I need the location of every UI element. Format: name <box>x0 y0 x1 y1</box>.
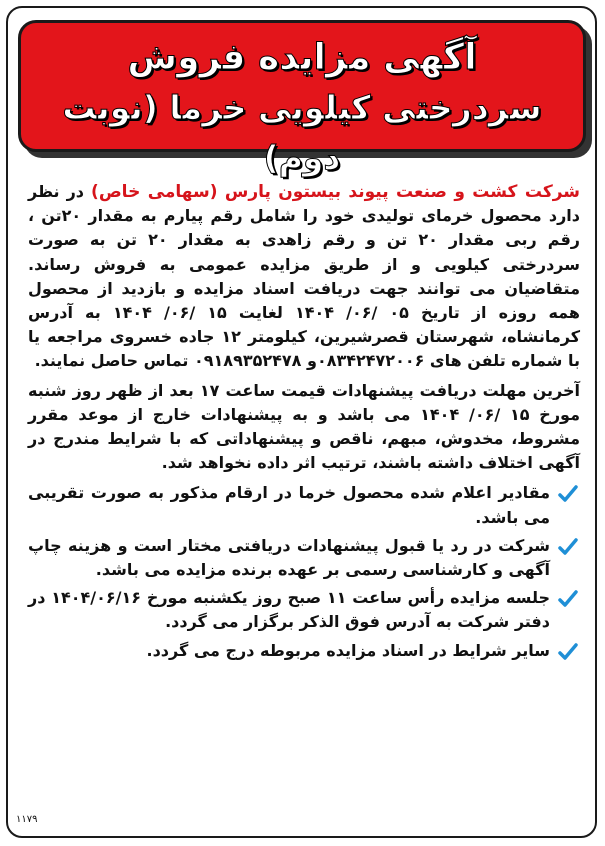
headline-title: آگهی مزایده فروش <box>127 37 477 78</box>
list-item-text: مقادیر اعلام شده محصول خرما در ارقام مذکور به صورت تقریبی می باشد. <box>28 483 550 527</box>
list-item <box>28 639 580 663</box>
ad-body <box>28 180 580 667</box>
list-item-text: شرکت در رد یا قبول پیشنهادات دریافتی مختار است و هزینه چاپ آگهی و کارشناسی رسمی بر عهده برنده مزایده می باشد. <box>28 535 550 580</box>
list-item-text: جلسه مزایده رأس ساعت ۱۱ صبح روز یکشنبه مورخ ۱۴۰۴/۰۶/۱۶ در دفتر شرکت به آدرس فوق الذکر برگزار می گردد. <box>28 588 551 632</box>
checkmark-icon <box>558 590 578 608</box>
checkmark-icon <box>558 643 578 661</box>
intro-text: در نظر دارد محصول خرمای تولیدی خود را شامل رقم پیارم به مقدار ۲۰تن ، رقم ربی مقدار ۲۰ تن و رقم زاهدی به مقدار ۲۰ تن به صورت سردرختی کیلویی و از طریق مزایده عمومی به فروش رساند. متقاضیان می توانند جهت دریافت اسناد مزایده و بازدید از محصول همه روزه از تاریخ ۰۵ /۰۶/ ۱۴۰۴ لغایت ۱۵ /۰۶/ ۱۴۰۴ به آدرس کرمانشاه، شهرستان قصرشیرین، کیلومتر ۱۲ جاده خسروی مراجعه یا با شماره تلفن های ۰۸۳۴۲۴۷۲۰۰۶و ۰۹۱۸۹۳۵۲۴۷۸ تماس حاصل نمایند. <box>28 182 581 371</box>
header-banner <box>18 20 586 177</box>
intro-paragraph <box>28 180 580 374</box>
company-name: شرکت کشت و صنعت پیوند بیستون پارس (سهامی خاص) <box>91 182 581 202</box>
list-item-text: سایر شرایط در اسناد مزایده مربوطه درج می گردد. <box>146 640 550 660</box>
headline-subtitle: سردرختی کیلویی خرما (نوبت دوم) <box>62 88 542 177</box>
checkmark-icon <box>558 538 578 556</box>
ad-code: ۱۱۷۹ <box>16 814 38 825</box>
list-item <box>28 534 580 582</box>
list-item <box>28 481 580 529</box>
conditions-list <box>28 481 580 662</box>
deadline-paragraph: آخرین مهلت دریافت پیشنهادات قیمت ساعت ۱۷ بعد از ظهر روز شنبه مورخ ۱۵ /۰۶/ ۱۴۰۴ می باشد و به پیشنهادات خارج از موعد مقرر مشروط، مخدوش، مبهم، ناقص و پیشنهاداتی که با شرایط مندرج در آگهی اختلاف داشته باشند، ترتیب اثر داده نخواهد شد. <box>28 380 581 473</box>
list-item <box>28 586 580 634</box>
checkmark-icon <box>558 485 578 503</box>
